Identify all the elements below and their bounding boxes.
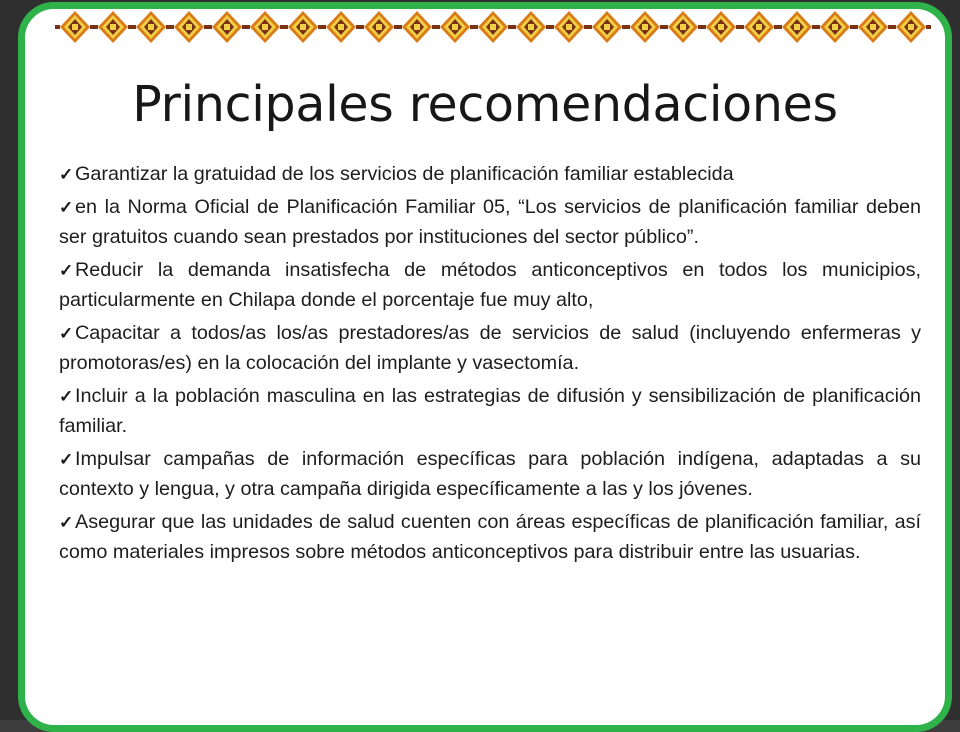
recommendation-list bbox=[59, 159, 921, 570]
recommendation-text: Capacitar a todos/as los/as prestadores/as de servicios de salud (incluyendo enfermeras y promotoras/es) en la colocación del implante y vasectomía. bbox=[59, 322, 921, 374]
check-icon: ✓ bbox=[59, 261, 74, 280]
recommendation-text: Incluir a la población masculina en las estrategias de difusión y sensibilización de planificación familiar. bbox=[59, 385, 921, 437]
ornament-icon bbox=[663, 11, 703, 43]
ornament-icon bbox=[549, 11, 589, 43]
recommendation-item bbox=[59, 255, 921, 315]
check-icon: ✓ bbox=[59, 387, 74, 406]
ornament-icon bbox=[739, 11, 779, 43]
ornament-icon bbox=[853, 11, 893, 43]
ornament-pattern bbox=[55, 9, 935, 45]
check-icon: ✓ bbox=[59, 513, 74, 532]
ornament-icon bbox=[131, 11, 171, 43]
ornament-icon bbox=[321, 11, 361, 43]
recommendation-item bbox=[59, 192, 921, 252]
ornament-icon bbox=[359, 11, 399, 43]
ornament-icon bbox=[701, 11, 741, 43]
recommendation-text: Asegurar que las unidades de salud cuenten con áreas específicas de planificación familiar, así como materiales impresos sobre métodos anticonceptivos para distribuir entre las usuarias. bbox=[59, 511, 921, 563]
ornament-icon bbox=[169, 11, 209, 43]
check-icon: ✓ bbox=[59, 324, 74, 343]
recommendation-text: Garantizar la gratuidad de los servicios de planificación familiar establecida bbox=[75, 163, 734, 185]
ornament-icon bbox=[625, 11, 665, 43]
recommendation-text: Impulsar campañas de información específicas para población indígena, adaptadas a su contexto y lengua, y otra campaña dirigida específicamente a las y los jóvenes. bbox=[59, 448, 921, 500]
ornament-icon bbox=[93, 11, 133, 43]
ornament-icon bbox=[207, 11, 247, 43]
recommendation-item bbox=[59, 318, 921, 378]
check-icon: ✓ bbox=[59, 165, 74, 184]
slide-card bbox=[18, 2, 952, 732]
recommendation-item bbox=[59, 444, 921, 504]
ornament-icon bbox=[245, 11, 285, 43]
recommendation-text: Reducir la demanda insatisfecha de métodos anticonceptivos en todos los municipios, particularmente en Chilapa donde el porcentaje fue muy alto, bbox=[59, 259, 921, 311]
check-icon: ✓ bbox=[59, 198, 74, 217]
recommendation-item bbox=[59, 159, 921, 189]
ornament-icon bbox=[891, 11, 931, 43]
recommendation-text: en la Norma Oficial de Planificación Familiar 05, “Los servicios de planificación familiar deben ser gratuitos cuando sean prestados por instituciones del sector público”. bbox=[59, 196, 921, 248]
ornament-icon bbox=[511, 11, 551, 43]
ornament-icon bbox=[473, 11, 513, 43]
slide-title: Principales recomendaciones bbox=[132, 76, 838, 133]
ornament-icon bbox=[397, 11, 437, 43]
ornament-icon bbox=[55, 11, 95, 43]
ornament-icon bbox=[587, 11, 627, 43]
check-icon: ✓ bbox=[59, 450, 74, 469]
ornament-icon bbox=[815, 11, 855, 43]
recommendation-item bbox=[59, 381, 921, 441]
decorative-ornament-band bbox=[55, 9, 935, 45]
ornament-icon bbox=[777, 11, 817, 43]
ornament-icon bbox=[435, 11, 475, 43]
recommendation-item bbox=[59, 507, 921, 567]
ornament-icon bbox=[283, 11, 323, 43]
